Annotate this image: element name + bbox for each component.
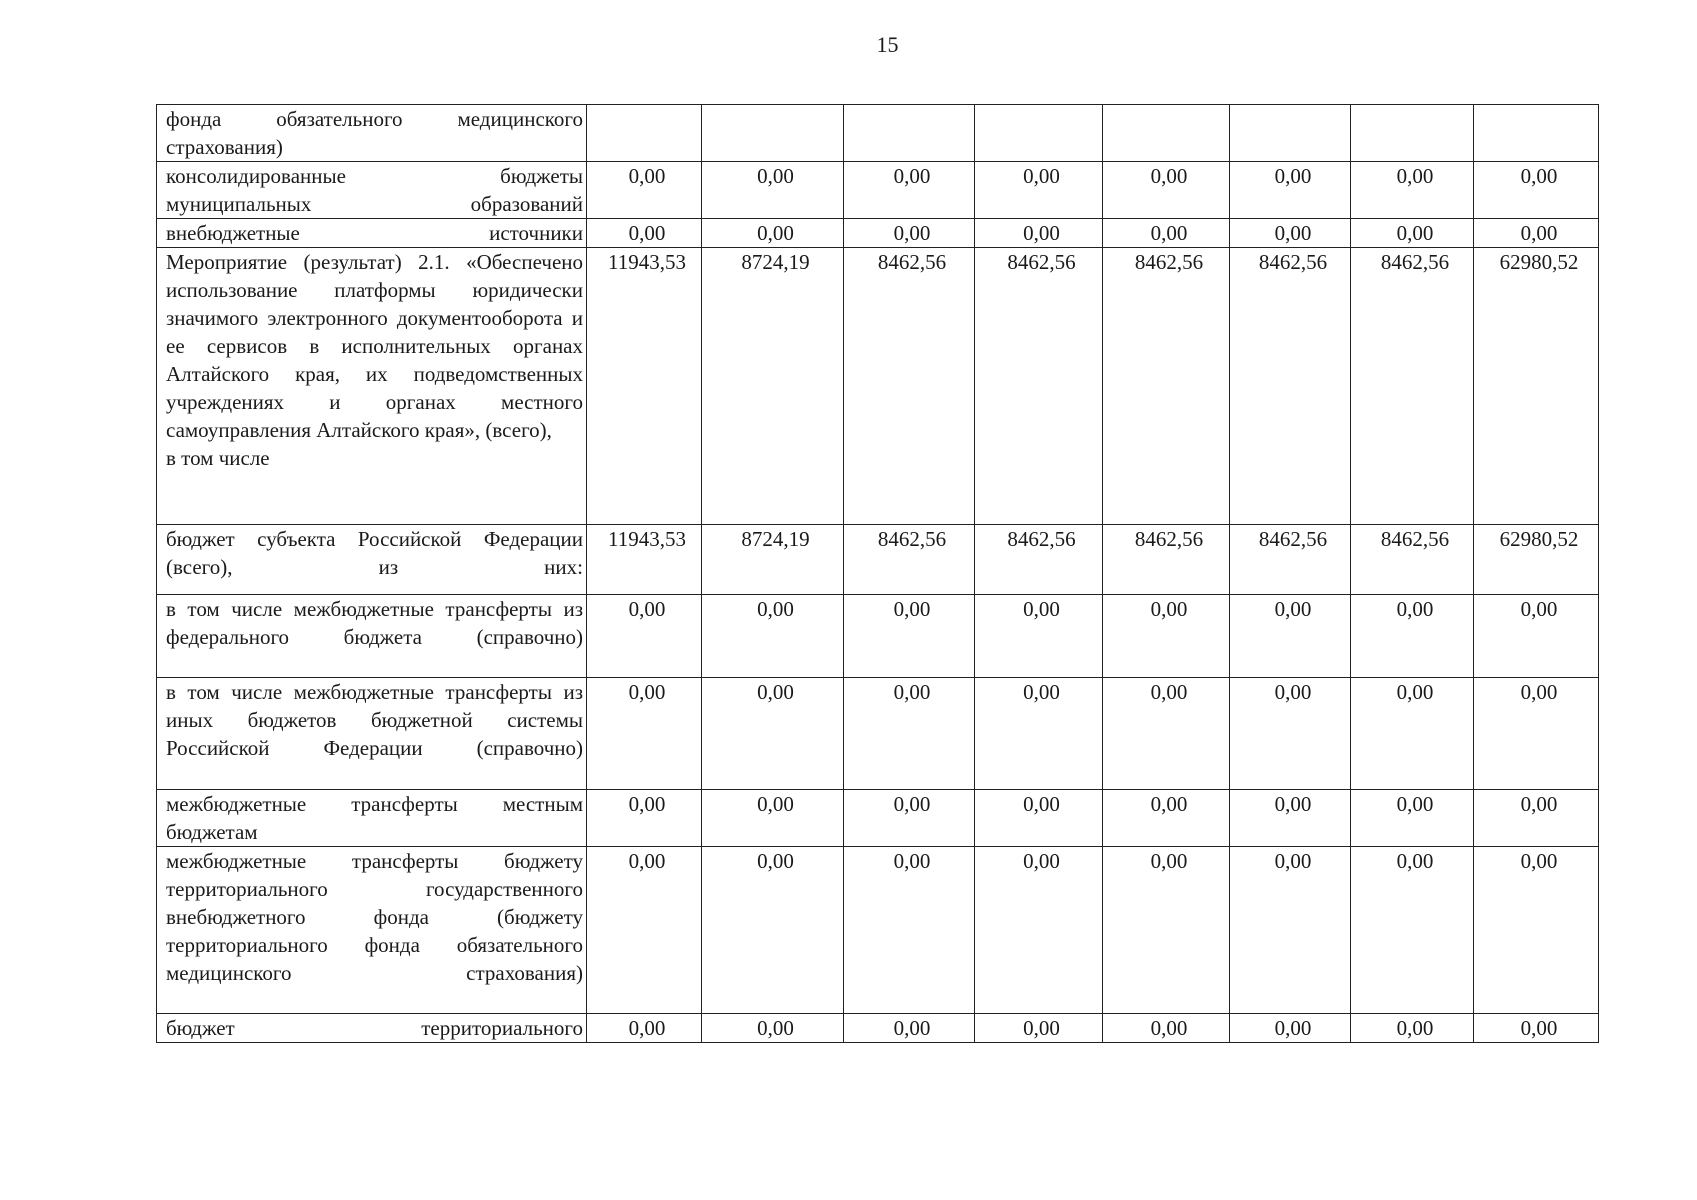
row-label: межбюджетные трансферты местным бюджетам [166,792,583,844]
value-cell: 8462,56 [1230,525,1351,595]
value-cell: 0,00 [1351,790,1474,847]
value-cell: 0,00 [1351,1014,1474,1043]
value-cell: 0,00 [1103,790,1230,847]
value-cell: 0,00 [1103,219,1230,248]
value-cell: 0,00 [1103,595,1230,678]
row-label: фонда обязательного медицинского страхования) [166,107,583,159]
table-row [157,105,1599,162]
value-cell [1474,105,1599,162]
value-cell: 0,00 [702,790,844,847]
row-label-cell [157,162,587,219]
table-row [157,1014,1599,1043]
value-cell: 0,00 [1103,847,1230,1014]
table-row [157,847,1599,1014]
value-cell: 0,00 [1351,678,1474,790]
value-cell: 0,00 [587,219,702,248]
value-cell: 0,00 [975,595,1103,678]
value-cell: 8462,56 [1230,248,1351,525]
table-row [157,162,1599,219]
value-cell: 8724,19 [702,248,844,525]
page-number: 15 [876,32,899,57]
value-cell: 0,00 [844,219,975,248]
value-cell: 0,00 [1230,678,1351,790]
value-cell: 0,00 [1103,1014,1230,1043]
value-cell [844,105,975,162]
value-cell [1103,105,1230,162]
value-cell: 0,00 [844,790,975,847]
value-cell: 0,00 [1230,847,1351,1014]
value-cell: 0,00 [702,595,844,678]
table-row [157,678,1599,790]
value-cell: 8462,56 [844,248,975,525]
value-cell: 0,00 [1230,1014,1351,1043]
row-label-cell [157,219,587,248]
value-cell: 0,00 [844,678,975,790]
value-cell: 0,00 [702,847,844,1014]
value-cell: 0,00 [1103,678,1230,790]
row-label-tail: в том числе [166,446,270,470]
value-cell: 8462,56 [975,525,1103,595]
value-cell: 8462,56 [1103,525,1230,595]
row-label: бюджет субъекта Российской Федерации (всего), из них: [166,527,583,579]
value-cell [587,105,702,162]
value-cell: 0,00 [1474,790,1599,847]
value-cell: 0,00 [587,847,702,1014]
value-cell: 0,00 [975,847,1103,1014]
row-label-cell [157,595,587,678]
value-cell: 0,00 [844,595,975,678]
value-cell: 0,00 [702,1014,844,1043]
value-cell: 0,00 [1474,678,1599,790]
value-cell: 11943,53 [587,525,702,595]
row-label: консолидированные бюджеты муниципальных образований [166,164,583,216]
value-cell: 0,00 [1474,162,1599,219]
value-cell: 0,00 [844,1014,975,1043]
row-label: в том числе межбюджетные трансферты из иных бюджетов бюджетной системы Российской Федерации (справочно) [166,680,583,760]
value-cell: 0,00 [1351,595,1474,678]
value-cell: 0,00 [702,162,844,219]
row-label: бюджет территориального [166,1016,583,1040]
table-row [157,525,1599,595]
value-cell: 0,00 [1103,162,1230,219]
value-cell: 0,00 [975,1014,1103,1043]
table-row [157,248,1599,525]
value-cell: 0,00 [1351,162,1474,219]
value-cell: 0,00 [1230,595,1351,678]
value-cell: 0,00 [587,678,702,790]
value-cell: 0,00 [975,678,1103,790]
value-cell: 8462,56 [1351,525,1474,595]
row-label: межбюджетные трансферты бюджету территориального государственного внебюджетного фонда (бюджету территориального фонда обязательного медицинского страхования) [166,849,583,985]
value-cell: 0,00 [975,162,1103,219]
row-label-cell [157,105,587,162]
value-cell: 0,00 [1230,162,1351,219]
value-cell: 11943,53 [587,248,702,525]
value-cell: 0,00 [587,162,702,219]
value-cell: 0,00 [844,847,975,1014]
value-cell: 0,00 [702,219,844,248]
row-label-cell [157,847,587,1014]
value-cell: 0,00 [1230,790,1351,847]
table-row [157,595,1599,678]
row-label: Мероприятие (результат) 2.1. «Обеспечено использование платформы юридически значимого электронного документооборота и ее сервисов в исполнительных органах Алтайского края, их подведомственных учреждениях и органах местного самоуправления Алтайского края», (всего), [166,250,583,442]
value-cell [702,105,844,162]
value-cell [1230,105,1351,162]
value-cell: 0,00 [1230,219,1351,248]
row-label-cell [157,790,587,847]
table-body [157,105,1599,1043]
value-cell: 0,00 [587,1014,702,1043]
table-row [157,790,1599,847]
value-cell: 8462,56 [844,525,975,595]
budget-table [156,104,1599,1043]
value-cell: 0,00 [1351,219,1474,248]
value-cell [975,105,1103,162]
row-label-cell [157,248,587,525]
row-label-cell [157,1014,587,1043]
value-cell: 8462,56 [1351,248,1474,525]
value-cell: 62980,52 [1474,525,1599,595]
value-cell: 8724,19 [702,525,844,595]
value-cell: 0,00 [975,219,1103,248]
value-cell: 0,00 [1474,219,1599,248]
value-cell: 0,00 [1474,595,1599,678]
value-cell: 0,00 [1474,1014,1599,1043]
value-cell: 0,00 [1474,847,1599,1014]
value-cell: 8462,56 [1103,248,1230,525]
value-cell: 0,00 [587,790,702,847]
row-label: в том числе межбюджетные трансферты из федерального бюджета (справочно) [166,597,583,649]
value-cell: 8462,56 [975,248,1103,525]
value-cell: 0,00 [1351,847,1474,1014]
table-row [157,219,1599,248]
value-cell: 0,00 [844,162,975,219]
value-cell: 0,00 [702,678,844,790]
value-cell: 0,00 [587,595,702,678]
value-cell: 62980,52 [1474,248,1599,525]
row-label: внебюджетные источники [166,221,583,245]
row-label-cell [157,525,587,595]
row-label-cell [157,678,587,790]
value-cell: 0,00 [975,790,1103,847]
value-cell [1351,105,1474,162]
